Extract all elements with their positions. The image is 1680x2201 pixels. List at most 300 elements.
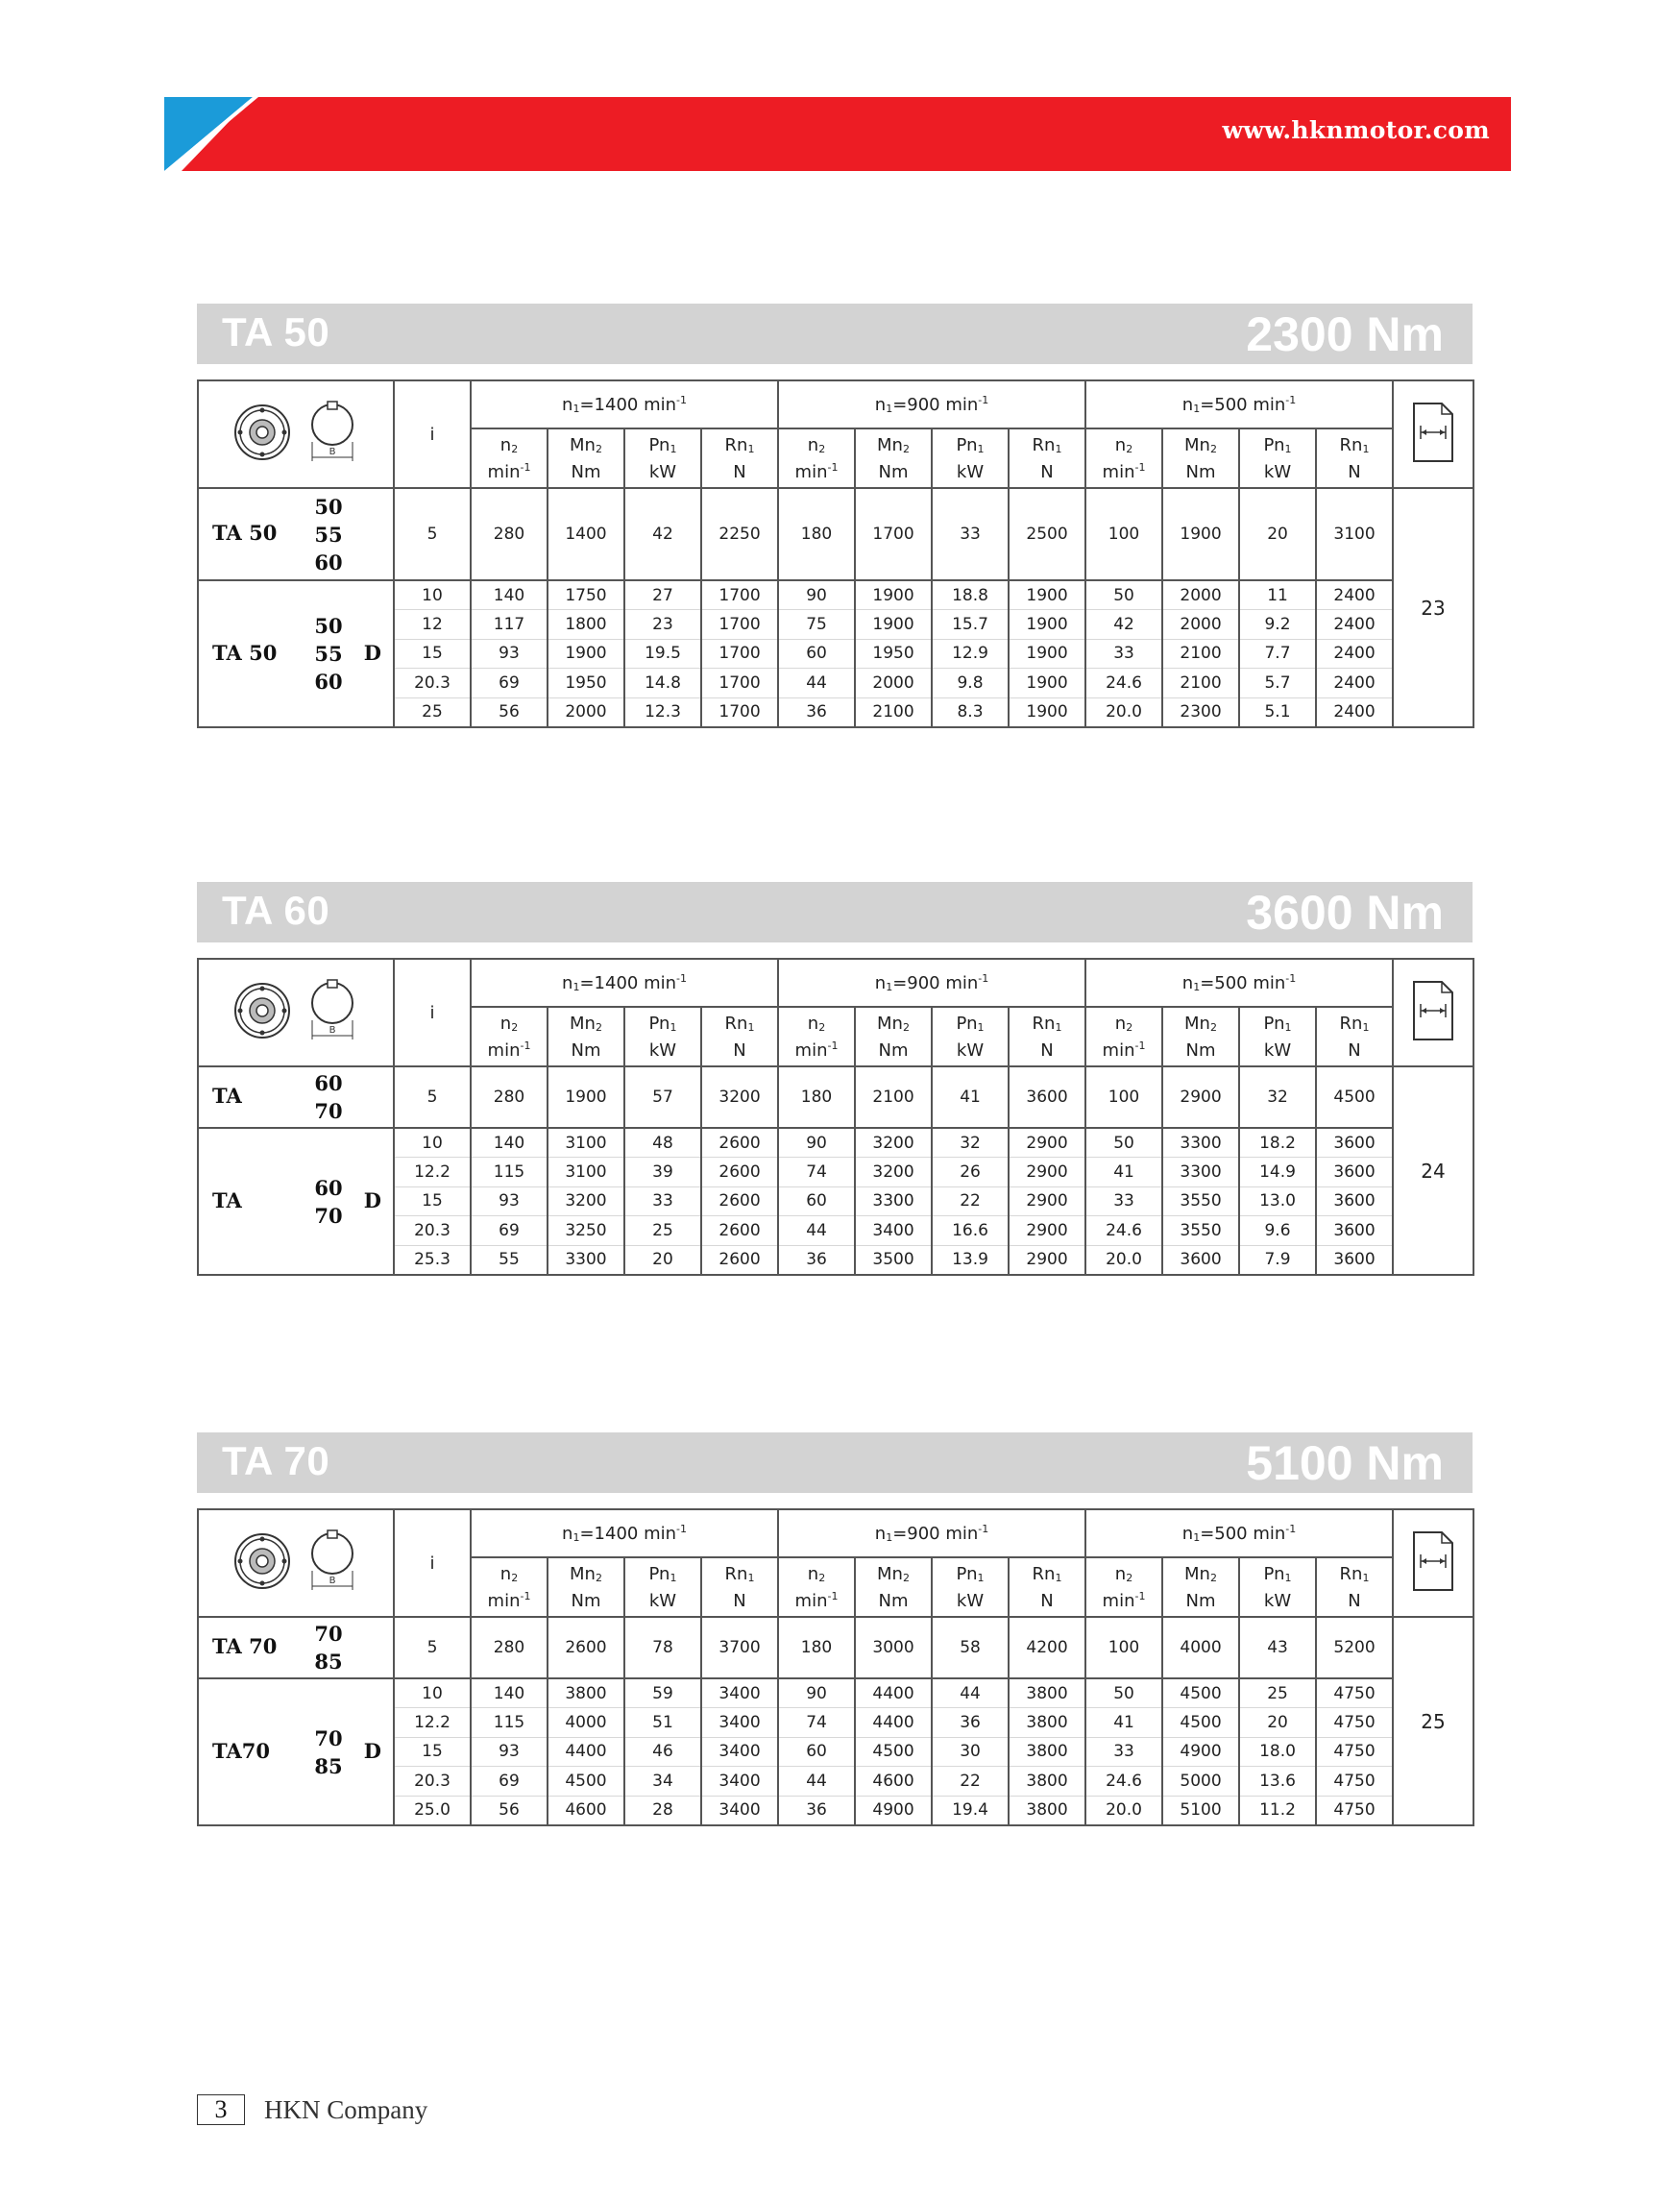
table-cell: 3000 — [855, 1617, 932, 1678]
unit-symbol: n — [499, 1563, 512, 1584]
unit-symbol: Pn — [956, 434, 978, 455]
rpm-value: =900 min — [892, 395, 979, 415]
unit-subscript: 2 — [818, 442, 826, 455]
unit-symbol: n — [807, 434, 819, 455]
unit-header-symbol — [548, 436, 623, 458]
unit-subscript: 1 — [977, 1571, 985, 1584]
table-cell: 33 — [1085, 639, 1162, 668]
model-sizes — [309, 612, 348, 696]
rpm-group-header — [778, 959, 1085, 1007]
table-cell: 1900 — [1009, 669, 1085, 697]
unit-symbol: Pn — [648, 1563, 670, 1584]
table-cell: 2400 — [1316, 669, 1393, 697]
table-cell: 3400 — [701, 1708, 778, 1737]
unit-subscript: 1 — [1284, 442, 1292, 455]
table-cell: 13.6 — [1239, 1767, 1316, 1796]
unit-symbol: Mn — [1184, 1013, 1210, 1034]
rpm-symbol: n — [1181, 1524, 1194, 1544]
unit-symbol: Pn — [956, 1013, 978, 1034]
table-cell: 69 — [471, 669, 548, 697]
table-cell: 42 — [1085, 610, 1162, 639]
table-cell: 1700 — [855, 488, 932, 580]
table-cell: 25 — [394, 697, 471, 727]
table-cell: 20.0 — [1085, 697, 1162, 727]
table-cell: 100 — [1085, 488, 1162, 580]
table-cell: 2400 — [1316, 610, 1393, 639]
table-cell: 180 — [778, 488, 855, 580]
table-row — [198, 1617, 1473, 1678]
gear-flange-icon — [232, 403, 292, 467]
table-cell: 42 — [624, 488, 701, 580]
unit-header — [778, 1557, 855, 1617]
unit-header-unit — [1317, 1587, 1392, 1610]
unit-subscript: 1 — [1055, 1020, 1062, 1034]
unit-header-unit — [1010, 1587, 1084, 1610]
table-cell: 11 — [1239, 580, 1316, 610]
unit-symbol: Pn — [648, 434, 670, 455]
unit-header-unit — [1317, 458, 1392, 481]
table-cell: 20.0 — [1085, 1245, 1162, 1275]
table-cell: 33 — [1085, 1186, 1162, 1215]
rpm-value: =500 min — [1200, 1524, 1286, 1544]
unit-header-symbol — [472, 1565, 547, 1587]
unit-header-symbol — [702, 436, 777, 458]
unit-subscript: 2 — [818, 1571, 826, 1584]
unit-header — [855, 1007, 932, 1066]
rpm-subscript: 1 — [1193, 981, 1201, 993]
unit-name: Nm — [571, 1039, 601, 1061]
table-cell: 2000 — [855, 669, 932, 697]
unit-name: kW — [1263, 461, 1292, 482]
table-cell: 30 — [932, 1737, 1009, 1766]
table-cell: 60 — [778, 1737, 855, 1766]
rpm-superscript: -1 — [1285, 394, 1297, 406]
unit-subscript: 1 — [1284, 1020, 1292, 1034]
table-cell: 20 — [624, 1245, 701, 1275]
table-cell: 16.6 — [932, 1216, 1009, 1245]
unit-name: min — [794, 1039, 828, 1061]
unit-subscript: 2 — [1126, 1571, 1133, 1584]
unit-subscript: 2 — [595, 1020, 602, 1034]
header-row-rpm — [198, 380, 1473, 428]
ratio-header: i — [394, 959, 471, 1066]
table-cell: 25 — [624, 1216, 701, 1245]
model-size: 55 — [314, 522, 343, 547]
section-title-bar — [197, 1432, 1473, 1493]
table-cell: 4750 — [1316, 1678, 1393, 1708]
table-cell: 5 — [394, 488, 471, 580]
unit-name: kW — [648, 1039, 677, 1061]
table-cell: 1700 — [701, 580, 778, 610]
table-cell: 74 — [778, 1708, 855, 1737]
table-cell: 18.8 — [932, 580, 1009, 610]
table-cell: 2000 — [1162, 580, 1239, 610]
unit-name: N — [1348, 461, 1361, 482]
shaft-keyway-icon — [305, 1527, 359, 1601]
table-cell: 3800 — [1009, 1708, 1085, 1737]
table-cell: 4900 — [1162, 1737, 1239, 1766]
unit-name: Nm — [571, 1590, 601, 1611]
unit-symbol: n — [499, 1013, 512, 1034]
table-cell: 57 — [624, 1066, 701, 1128]
icon-header-cell — [198, 1509, 394, 1617]
rpm-value: =1400 min — [579, 973, 677, 993]
table-cell: 3600 — [1316, 1245, 1393, 1275]
table-cell: 180 — [778, 1617, 855, 1678]
unit-symbol: Pn — [1263, 1563, 1285, 1584]
page-reference: 25 — [1393, 1617, 1473, 1825]
unit-header — [855, 1557, 932, 1617]
unit-symbol: n — [1114, 434, 1127, 455]
unit-superscript: -1 — [827, 1039, 839, 1052]
table-cell: 1900 — [1009, 639, 1085, 668]
table-cell: 2600 — [701, 1128, 778, 1158]
table-cell: 5.7 — [1239, 669, 1316, 697]
unit-name: N — [733, 1039, 746, 1061]
unit-header — [701, 1557, 778, 1617]
table-cell: 3400 — [701, 1737, 778, 1766]
table-cell: 2900 — [1162, 1066, 1239, 1128]
unit-header — [624, 428, 701, 488]
unit-header — [548, 1557, 624, 1617]
unit-header-unit — [779, 1037, 854, 1060]
rpm-subscript: 1 — [572, 1531, 580, 1544]
unit-symbol: Rn — [1032, 1013, 1056, 1034]
table-cell: 93 — [471, 1737, 548, 1766]
table-cell: 4900 — [855, 1796, 932, 1825]
rpm-group-header — [1085, 380, 1393, 428]
table-cell: 2600 — [701, 1186, 778, 1215]
unit-subscript: 1 — [1055, 442, 1062, 455]
unit-header — [701, 1007, 778, 1066]
unit-subscript: 2 — [595, 1571, 602, 1584]
table-cell: 58 — [932, 1617, 1009, 1678]
unit-subscript: 2 — [1209, 1020, 1217, 1034]
table-cell: 2100 — [855, 1066, 932, 1128]
unit-symbol: Pn — [956, 1563, 978, 1584]
table-cell: 90 — [778, 1678, 855, 1708]
model-sizes — [309, 493, 348, 576]
single-model-cell — [198, 488, 394, 580]
table-cell: 18.2 — [1239, 1128, 1316, 1158]
unit-header-symbol — [548, 1015, 623, 1037]
unit-header-unit — [1317, 1037, 1392, 1060]
website-url[interactable]: www.hknmotor.com — [1222, 116, 1490, 144]
unit-header — [1316, 428, 1393, 488]
table-cell: 3600 — [1009, 1066, 1085, 1128]
table-cell: 20.3 — [394, 669, 471, 697]
unit-header — [1239, 1007, 1316, 1066]
unit-symbol: n — [807, 1563, 819, 1584]
unit-symbol: Rn — [1032, 1563, 1056, 1584]
rpm-value: =900 min — [892, 1524, 979, 1544]
rpm-subscript: 1 — [572, 981, 580, 993]
unit-symbol: Pn — [648, 1013, 670, 1034]
table-cell: 50 — [1085, 1678, 1162, 1708]
table-cell: 3300 — [548, 1245, 624, 1275]
table-cell: 33 — [624, 1186, 701, 1215]
table-cell: 117 — [471, 610, 548, 639]
unit-header-symbol — [625, 436, 700, 458]
unit-header-symbol — [702, 1015, 777, 1037]
table-cell: 27 — [624, 580, 701, 610]
unit-name: N — [733, 1590, 746, 1611]
unit-subscript: 1 — [747, 1020, 755, 1034]
table-cell: 5000 — [1162, 1767, 1239, 1796]
table-cell: 3800 — [548, 1678, 624, 1708]
page-reference: 23 — [1393, 488, 1473, 727]
unit-subscript: 2 — [1209, 1571, 1217, 1584]
unit-subscript: 2 — [595, 442, 602, 455]
table-cell: 2900 — [1009, 1158, 1085, 1186]
table-cell: 36 — [778, 697, 855, 727]
unit-name: kW — [1263, 1590, 1292, 1611]
unit-header-unit — [856, 458, 931, 481]
table-cell: 1900 — [855, 610, 932, 639]
unit-header-symbol — [625, 1565, 700, 1587]
rpm-subscript: 1 — [572, 403, 580, 415]
unit-subscript: 1 — [670, 442, 677, 455]
table-cell: 44 — [932, 1678, 1009, 1708]
rpm-subscript: 1 — [886, 403, 893, 415]
unit-subscript: 2 — [1209, 442, 1217, 455]
spec-table — [197, 379, 1474, 728]
unit-subscript: 1 — [1362, 1020, 1370, 1034]
table-cell: 4500 — [1162, 1708, 1239, 1737]
table-cell: 140 — [471, 580, 548, 610]
section-torque-title: 3600 Nm — [1246, 886, 1444, 940]
table-cell: 3400 — [855, 1216, 932, 1245]
unit-header — [1316, 1557, 1393, 1617]
unit-header-unit — [1163, 1037, 1238, 1060]
unit-superscript: -1 — [1134, 460, 1146, 474]
unit-header-symbol — [1163, 1565, 1238, 1587]
table-cell: 23 — [624, 610, 701, 639]
table-cell: 4600 — [548, 1796, 624, 1825]
unit-subscript: 2 — [818, 1020, 826, 1034]
section-torque-title: 2300 Nm — [1246, 307, 1444, 361]
unit-name: min — [1102, 1039, 1135, 1061]
table-cell: 74 — [778, 1158, 855, 1186]
unit-header-symbol — [472, 436, 547, 458]
unit-symbol: Pn — [1263, 434, 1285, 455]
unit-subscript: 1 — [977, 442, 985, 455]
unit-superscript: -1 — [520, 460, 531, 474]
unit-header-symbol — [933, 1015, 1008, 1037]
model-size: 70 — [314, 1622, 343, 1646]
rpm-subscript: 1 — [886, 981, 893, 993]
svg-text:B: B — [329, 1024, 336, 1036]
rpm-symbol: n — [874, 973, 887, 993]
table-cell: 32 — [1239, 1066, 1316, 1128]
table-cell: 1950 — [548, 669, 624, 697]
table-cell: 2900 — [1009, 1128, 1085, 1158]
table-cell: 280 — [471, 488, 548, 580]
table-cell: 4750 — [1316, 1767, 1393, 1796]
table-row — [198, 1066, 1473, 1128]
table-cell: 3550 — [1162, 1186, 1239, 1215]
unit-header-unit — [1163, 458, 1238, 481]
table-cell: 2600 — [548, 1617, 624, 1678]
table-cell: 2100 — [1162, 669, 1239, 697]
table-cell: 5 — [394, 1066, 471, 1128]
unit-header — [548, 428, 624, 488]
table-cell: 60 — [778, 1186, 855, 1215]
table-cell: 1700 — [701, 639, 778, 668]
unit-name: N — [1040, 461, 1054, 482]
model-size: 60 — [314, 1071, 343, 1095]
unit-header-unit — [548, 458, 623, 481]
unit-name: Nm — [1185, 461, 1216, 482]
spec-table — [197, 1508, 1474, 1826]
table-cell: 44 — [778, 1216, 855, 1245]
unit-name: Nm — [1185, 1039, 1216, 1061]
table-cell: 55 — [471, 1245, 548, 1275]
table-cell: 1900 — [1009, 697, 1085, 727]
table-cell: 13.9 — [932, 1245, 1009, 1275]
table-cell: 115 — [471, 1708, 548, 1737]
table-cell: 2400 — [1316, 580, 1393, 610]
table-cell: 3400 — [701, 1767, 778, 1796]
unit-header-symbol — [548, 1565, 623, 1587]
model-size: 55 — [314, 642, 343, 666]
unit-header-symbol — [1010, 1565, 1084, 1587]
table-cell: 90 — [778, 1128, 855, 1158]
unit-header — [471, 1007, 548, 1066]
table-cell: 12.3 — [624, 697, 701, 727]
unit-superscript: -1 — [520, 1039, 531, 1052]
unit-header — [624, 1007, 701, 1066]
unit-subscript: 2 — [902, 1020, 910, 1034]
model-size: 50 — [314, 614, 343, 638]
table-cell: 24.6 — [1085, 669, 1162, 697]
table-cell: 2900 — [1009, 1186, 1085, 1215]
unit-symbol: Mn — [1184, 1563, 1210, 1584]
unit-subscript: 2 — [902, 1571, 910, 1584]
unit-header-unit — [933, 458, 1008, 481]
table-cell: 93 — [471, 1186, 548, 1215]
page-reference-icon — [1411, 401, 1455, 469]
table-cell: 3400 — [701, 1678, 778, 1708]
model-name: TA 50 — [212, 640, 278, 665]
table-cell: 36 — [932, 1708, 1009, 1737]
table-cell: 140 — [471, 1128, 548, 1158]
table-cell: 19.5 — [624, 639, 701, 668]
table-cell: 140 — [471, 1678, 548, 1708]
shaft-keyway-icon — [305, 976, 359, 1050]
table-cell: 26 — [932, 1158, 1009, 1186]
table-cell: 4500 — [548, 1767, 624, 1796]
table-cell: 15 — [394, 1737, 471, 1766]
table-cell: 59 — [624, 1678, 701, 1708]
unit-header-symbol — [1317, 1565, 1392, 1587]
unit-symbol: n — [1114, 1563, 1127, 1584]
unit-header-symbol — [1086, 1015, 1161, 1037]
unit-name: kW — [956, 461, 985, 482]
table-cell: 180 — [778, 1066, 855, 1128]
table-cell: 1400 — [548, 488, 624, 580]
rpm-symbol: n — [1181, 973, 1194, 993]
table-cell: 25.3 — [394, 1245, 471, 1275]
unit-name: Nm — [571, 461, 601, 482]
unit-header — [932, 428, 1009, 488]
unit-header-symbol — [472, 1015, 547, 1037]
model-size: 60 — [314, 550, 343, 575]
section-model-title: TA 70 — [222, 1438, 330, 1483]
unit-symbol: Rn — [724, 434, 748, 455]
unit-subscript: 1 — [747, 1571, 755, 1584]
unit-name: min — [794, 1590, 828, 1611]
unit-name: Nm — [1185, 1590, 1216, 1611]
model-name: TA 50 — [212, 521, 278, 545]
table-cell: 3100 — [1316, 488, 1393, 580]
table-cell: 56 — [471, 697, 548, 727]
table-cell: 9.2 — [1239, 610, 1316, 639]
unit-name: kW — [648, 461, 677, 482]
table-cell: 5200 — [1316, 1617, 1393, 1678]
table-cell: 3100 — [548, 1128, 624, 1158]
table-cell: 7.9 — [1239, 1245, 1316, 1275]
table-cell: 1950 — [855, 639, 932, 668]
table-cell: 2400 — [1316, 639, 1393, 668]
table-cell: 14.8 — [624, 669, 701, 697]
unit-header-symbol — [1010, 1015, 1084, 1037]
table-cell: 41 — [932, 1066, 1009, 1128]
icon-header-cell — [198, 380, 394, 488]
unit-header-symbol — [1086, 436, 1161, 458]
table-cell: 2500 — [1009, 488, 1085, 580]
unit-header — [1162, 1007, 1239, 1066]
unit-name: min — [487, 1590, 521, 1611]
unit-header-symbol — [779, 1015, 854, 1037]
unit-subscript: 2 — [1126, 1020, 1133, 1034]
header-row-rpm — [198, 1509, 1473, 1557]
unit-symbol: Pn — [1263, 1013, 1285, 1034]
company-name: HKN Company — [264, 2095, 428, 2124]
table-cell: 20.0 — [1085, 1796, 1162, 1825]
table-cell: 1750 — [548, 580, 624, 610]
unit-header-symbol — [856, 1565, 931, 1587]
unit-subscript: 2 — [511, 1020, 519, 1034]
table-cell: 4500 — [1162, 1678, 1239, 1708]
table-cell: 41 — [1085, 1158, 1162, 1186]
unit-header-unit — [472, 1587, 547, 1610]
unit-header-symbol — [1240, 1015, 1315, 1037]
table-cell: 5.1 — [1239, 697, 1316, 727]
rpm-subscript: 1 — [1193, 1531, 1201, 1544]
unit-header-unit — [1240, 1037, 1315, 1060]
table-cell: 2600 — [701, 1158, 778, 1186]
unit-header-symbol — [1010, 436, 1084, 458]
unit-header-symbol — [1317, 1015, 1392, 1037]
unit-header-unit — [1240, 458, 1315, 481]
table-cell: 3300 — [1162, 1128, 1239, 1158]
table-cell: 2000 — [1162, 610, 1239, 639]
unit-header — [1085, 1557, 1162, 1617]
unit-header — [778, 428, 855, 488]
model-size: 85 — [314, 1753, 343, 1778]
unit-symbol: Rn — [1339, 434, 1363, 455]
unit-header-unit — [933, 1587, 1008, 1610]
table-cell: 33 — [932, 488, 1009, 580]
unit-header-symbol — [702, 1565, 777, 1587]
double-model-cell — [198, 1128, 394, 1275]
table-cell: 3300 — [1162, 1158, 1239, 1186]
unit-symbol: Rn — [1339, 1013, 1363, 1034]
table-cell: 41 — [1085, 1708, 1162, 1737]
unit-header-unit — [548, 1037, 623, 1060]
table-cell: 2100 — [855, 697, 932, 727]
